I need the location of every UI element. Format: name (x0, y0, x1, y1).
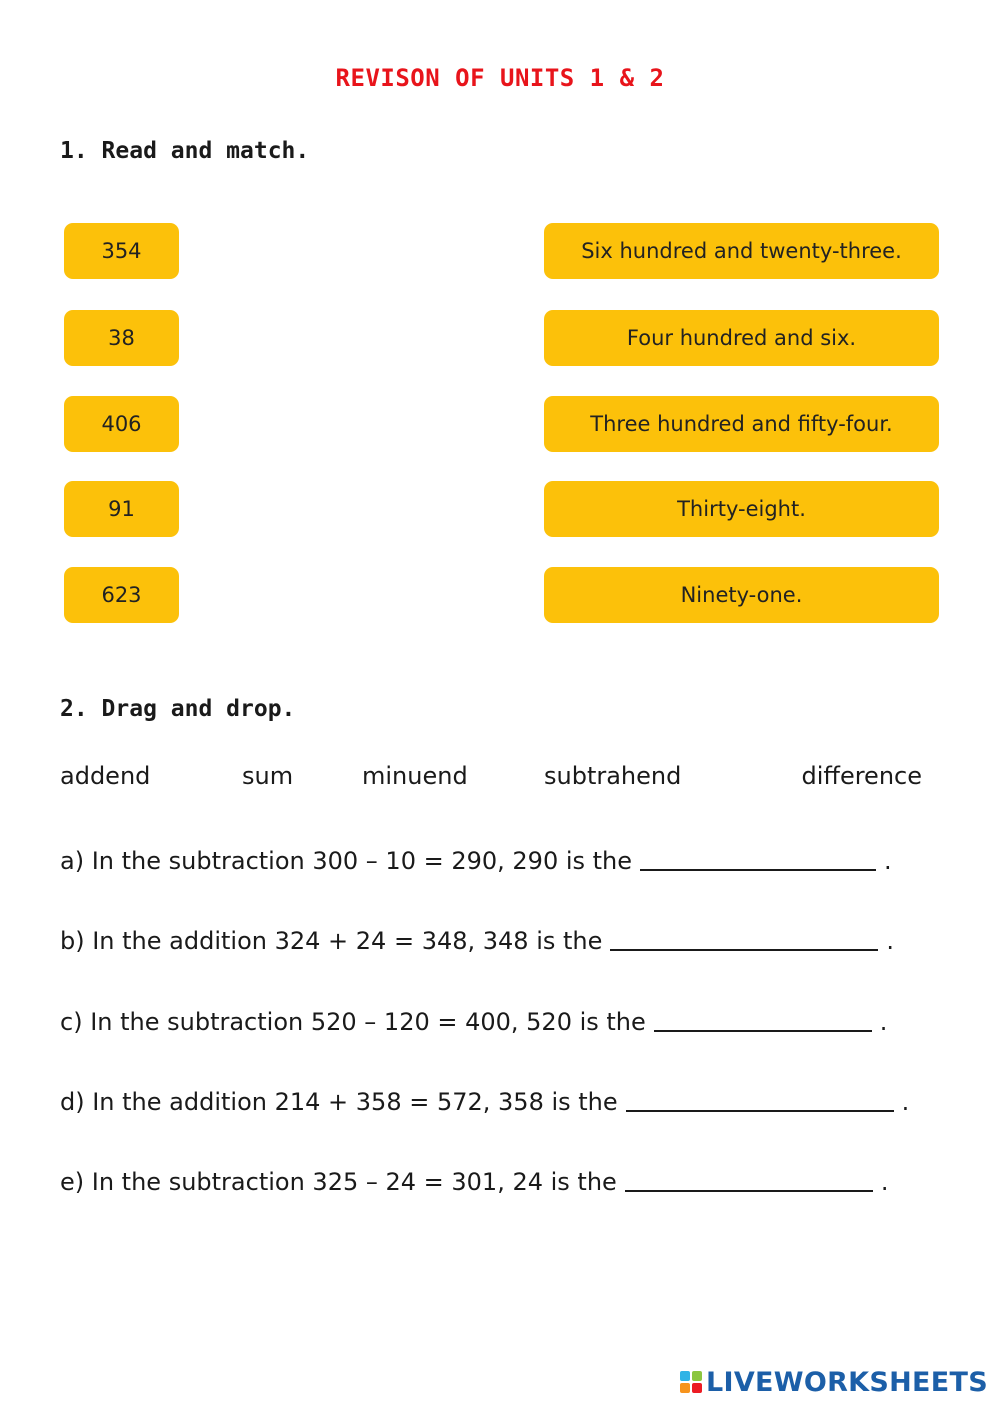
liveworksheets-logo (680, 1362, 988, 1402)
match-number-item[interactable]: 38 (64, 310, 179, 366)
question-e (60, 1164, 940, 1196)
liveworksheets-logo-icon (680, 1371, 702, 1393)
question-d (60, 1084, 940, 1116)
question-a (60, 843, 940, 875)
draggable-word-minuend[interactable]: minuend (362, 762, 468, 790)
draggable-word-subtrahend[interactable]: subtrahend (544, 762, 682, 790)
drop-blank[interactable] (654, 1004, 872, 1032)
period-mark: . (884, 847, 892, 875)
period-mark: . (901, 1088, 910, 1116)
match-word-item[interactable]: Six hundred and twenty-three. (544, 223, 939, 279)
question-text: b) In the addition 324 + 24 = 348, 348 is the (60, 927, 603, 955)
match-word-item[interactable]: Four hundred and six. (544, 310, 939, 366)
question-text: d) In the addition 214 + 358 = 572, 358 is the (60, 1088, 618, 1116)
page-title: REVISON OF UNITS 1 & 2 (335, 64, 665, 92)
period-mark: . (886, 927, 895, 955)
match-number-item[interactable]: 623 (64, 567, 179, 623)
question-b (60, 923, 940, 955)
section-1-heading: 1. Read and match. (60, 138, 310, 164)
draggable-word-addend[interactable]: addend (60, 762, 151, 790)
match-number-item[interactable]: 354 (64, 223, 179, 279)
match-number-item[interactable]: 91 (64, 481, 179, 537)
match-number-item[interactable]: 406 (64, 396, 179, 452)
match-word-item[interactable]: Three hundred and fifty-four. (544, 396, 939, 452)
drop-blank[interactable] (625, 1164, 873, 1192)
logo-text: LIVEWORKSHEETS (705, 1366, 988, 1398)
question-text: a) In the subtraction 300 – 10 = 290, 290 is the (60, 847, 633, 875)
match-word-item[interactable]: Ninety-one. (544, 567, 939, 623)
question-text: e) In the subtraction 325 – 24 = 301, 24 is the (60, 1168, 617, 1196)
drop-blank[interactable] (626, 1084, 894, 1112)
section-2-heading: 2. Drag and drop. (60, 696, 296, 722)
drop-blank[interactable] (640, 843, 876, 871)
period-mark: . (880, 1168, 889, 1196)
question-c (60, 1004, 940, 1036)
draggable-word-sum[interactable]: sum (242, 762, 294, 790)
period-mark: . (879, 1008, 888, 1036)
draggable-word-difference[interactable]: difference (801, 762, 922, 790)
drop-blank[interactable] (610, 923, 878, 951)
question-text: c) In the subtraction 520 – 120 = 400, 520 is the (60, 1008, 646, 1036)
match-word-item[interactable]: Thirty-eight. (544, 481, 939, 537)
word-bank (60, 762, 922, 798)
